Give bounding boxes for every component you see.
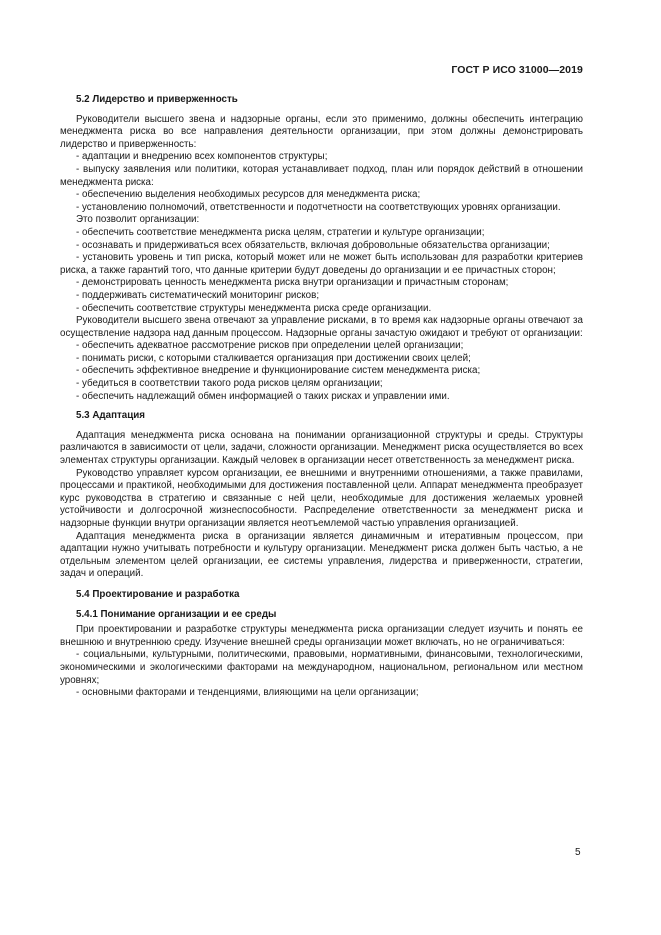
list-item: - обеспечить адекватное рассмотрение рисков при определении целей организации; xyxy=(76,340,464,352)
paragraph: Адаптация менеджмента риска основана на понимании организационной структуры и среды. Структуры различаются в зависимости от цели, задачи, сложности организации. Менеджмент риска осуществляется во всех элементах структуры организации. Каждый человек в организации несет ответственность за менеджмент риска. xyxy=(60,429,583,467)
page-number: 5 xyxy=(575,847,581,858)
list-item: - выпуску заявления или политики, которая устанавливает подход, план или порядок действий в отношении менеджмента риска: xyxy=(60,163,583,188)
paragraph: При проектировании и разработке структуры менеджмента риска организации следует изучить и понять ее внешнюю и внутреннюю среду. Изучение внешней среды организации может включать, но не ограничиваться: xyxy=(60,624,583,648)
list-item: - социальными, культурными, политическими, правовыми, нормативными, финансовыми, технологическими, экономическими и экологическими факторами на международном, национальном, региональном или местном уровнях; xyxy=(60,649,583,686)
list-item: - обеспечить соответствие структуры менеджмента риска среде организации. xyxy=(76,302,432,314)
paragraph: Руководители высшего звена отвечают за управление рисками, в то время как надзорные органы отвечают за осуществление надзора над данным процессом. Надзорные органы зачастую ожидают и требуют от организации: xyxy=(60,315,583,339)
section-heading-5-3: 5.3 Адаптация xyxy=(76,410,146,422)
paragraph: Это позволит организации: xyxy=(76,214,200,226)
paragraph: Руководство управляет курсом организации, ее внешними и внутренними отношениями, а также правилами, процессами и практикой, необходимыми для достижения поставленной цели. Аппарат менеджмента преобразует курс руководства в стратегию и связанные с ней цели, необходимые для достижения желаемых уровней устойчивости и долгосрочной жизнеспособности. Распределение ответственности за менеджмент риска и надзорные функции внутри организации является неотъемлемой частью управления организацией. xyxy=(60,467,583,529)
list-item: - понимать риски, с которыми сталкивается организация при достижении своих целей; xyxy=(76,352,471,364)
list-item: - основными факторами и тенденциями, влияющими на цели организации; xyxy=(76,687,419,699)
list-item: - обеспечению выделения необходимых ресурсов для менеджмента риска; xyxy=(76,189,421,201)
list-item: - адаптации и внедрению всех компонентов структуры; xyxy=(76,151,328,163)
list-item: - обеспечить соответствие менеджмента риска целям, стратегии и культуре организации; xyxy=(76,226,485,238)
list-item: - демонстрировать ценность менеджмента риска внутри организации и причастным сторонам; xyxy=(76,277,509,289)
list-item: - установить уровень и тип риска, который может или не может быть использован для разработки критериев риска, а также гарантий того, что данные критерии будут доведены до организации и ее причастных сторон; xyxy=(60,252,583,276)
list-item: - установлению полномочий, ответственности и подотчетности на соответствующих уровнях организации. xyxy=(76,201,561,213)
paragraph: Руководители высшего звена и надзорные органы, если это применимо, должны обеспечить интеграцию менеджмента риска во все направления деятельности организации, при этом должны демонстрировать лидерство и приверженность: xyxy=(60,113,583,150)
subsection-heading-5-4-1: 5.4.1 Понимание организации и ее среды xyxy=(76,608,277,620)
list-item: - поддерживать систематический мониторинг рисков; xyxy=(76,289,320,301)
list-item: - убедиться в соответствии такого рода рисков целям организации; xyxy=(76,378,383,390)
list-item: - обеспечить эффективное внедрение и функционирование систем менеджмента риска; xyxy=(76,365,481,377)
list-item: - осознавать и придерживаться всех обязательств, включая добровольные обязательства организации; xyxy=(76,239,550,251)
section-heading-5-2: 5.2 Лидерство и приверженность xyxy=(76,94,238,105)
document-body xyxy=(60,92,583,700)
standard-header: ГОСТ Р ИСО 31000—2019 xyxy=(451,64,583,76)
paragraph: Адаптация менеджмента риска в организации является динамичным и итеративным процессом, при адаптации нужно учитывать потребности и культуру организации. Менеджмент риска должен быть частью, а не отдельным элементом целей организации, ее системы управления, лидерства и приверженности, стратегии, задач и операций. xyxy=(60,530,583,580)
section-heading-5-4: 5.4 Проектирование и разработка xyxy=(76,588,240,600)
list-item: - обеспечить надлежащий обмен информацией о таких рисках и управлении ими. xyxy=(76,390,450,402)
